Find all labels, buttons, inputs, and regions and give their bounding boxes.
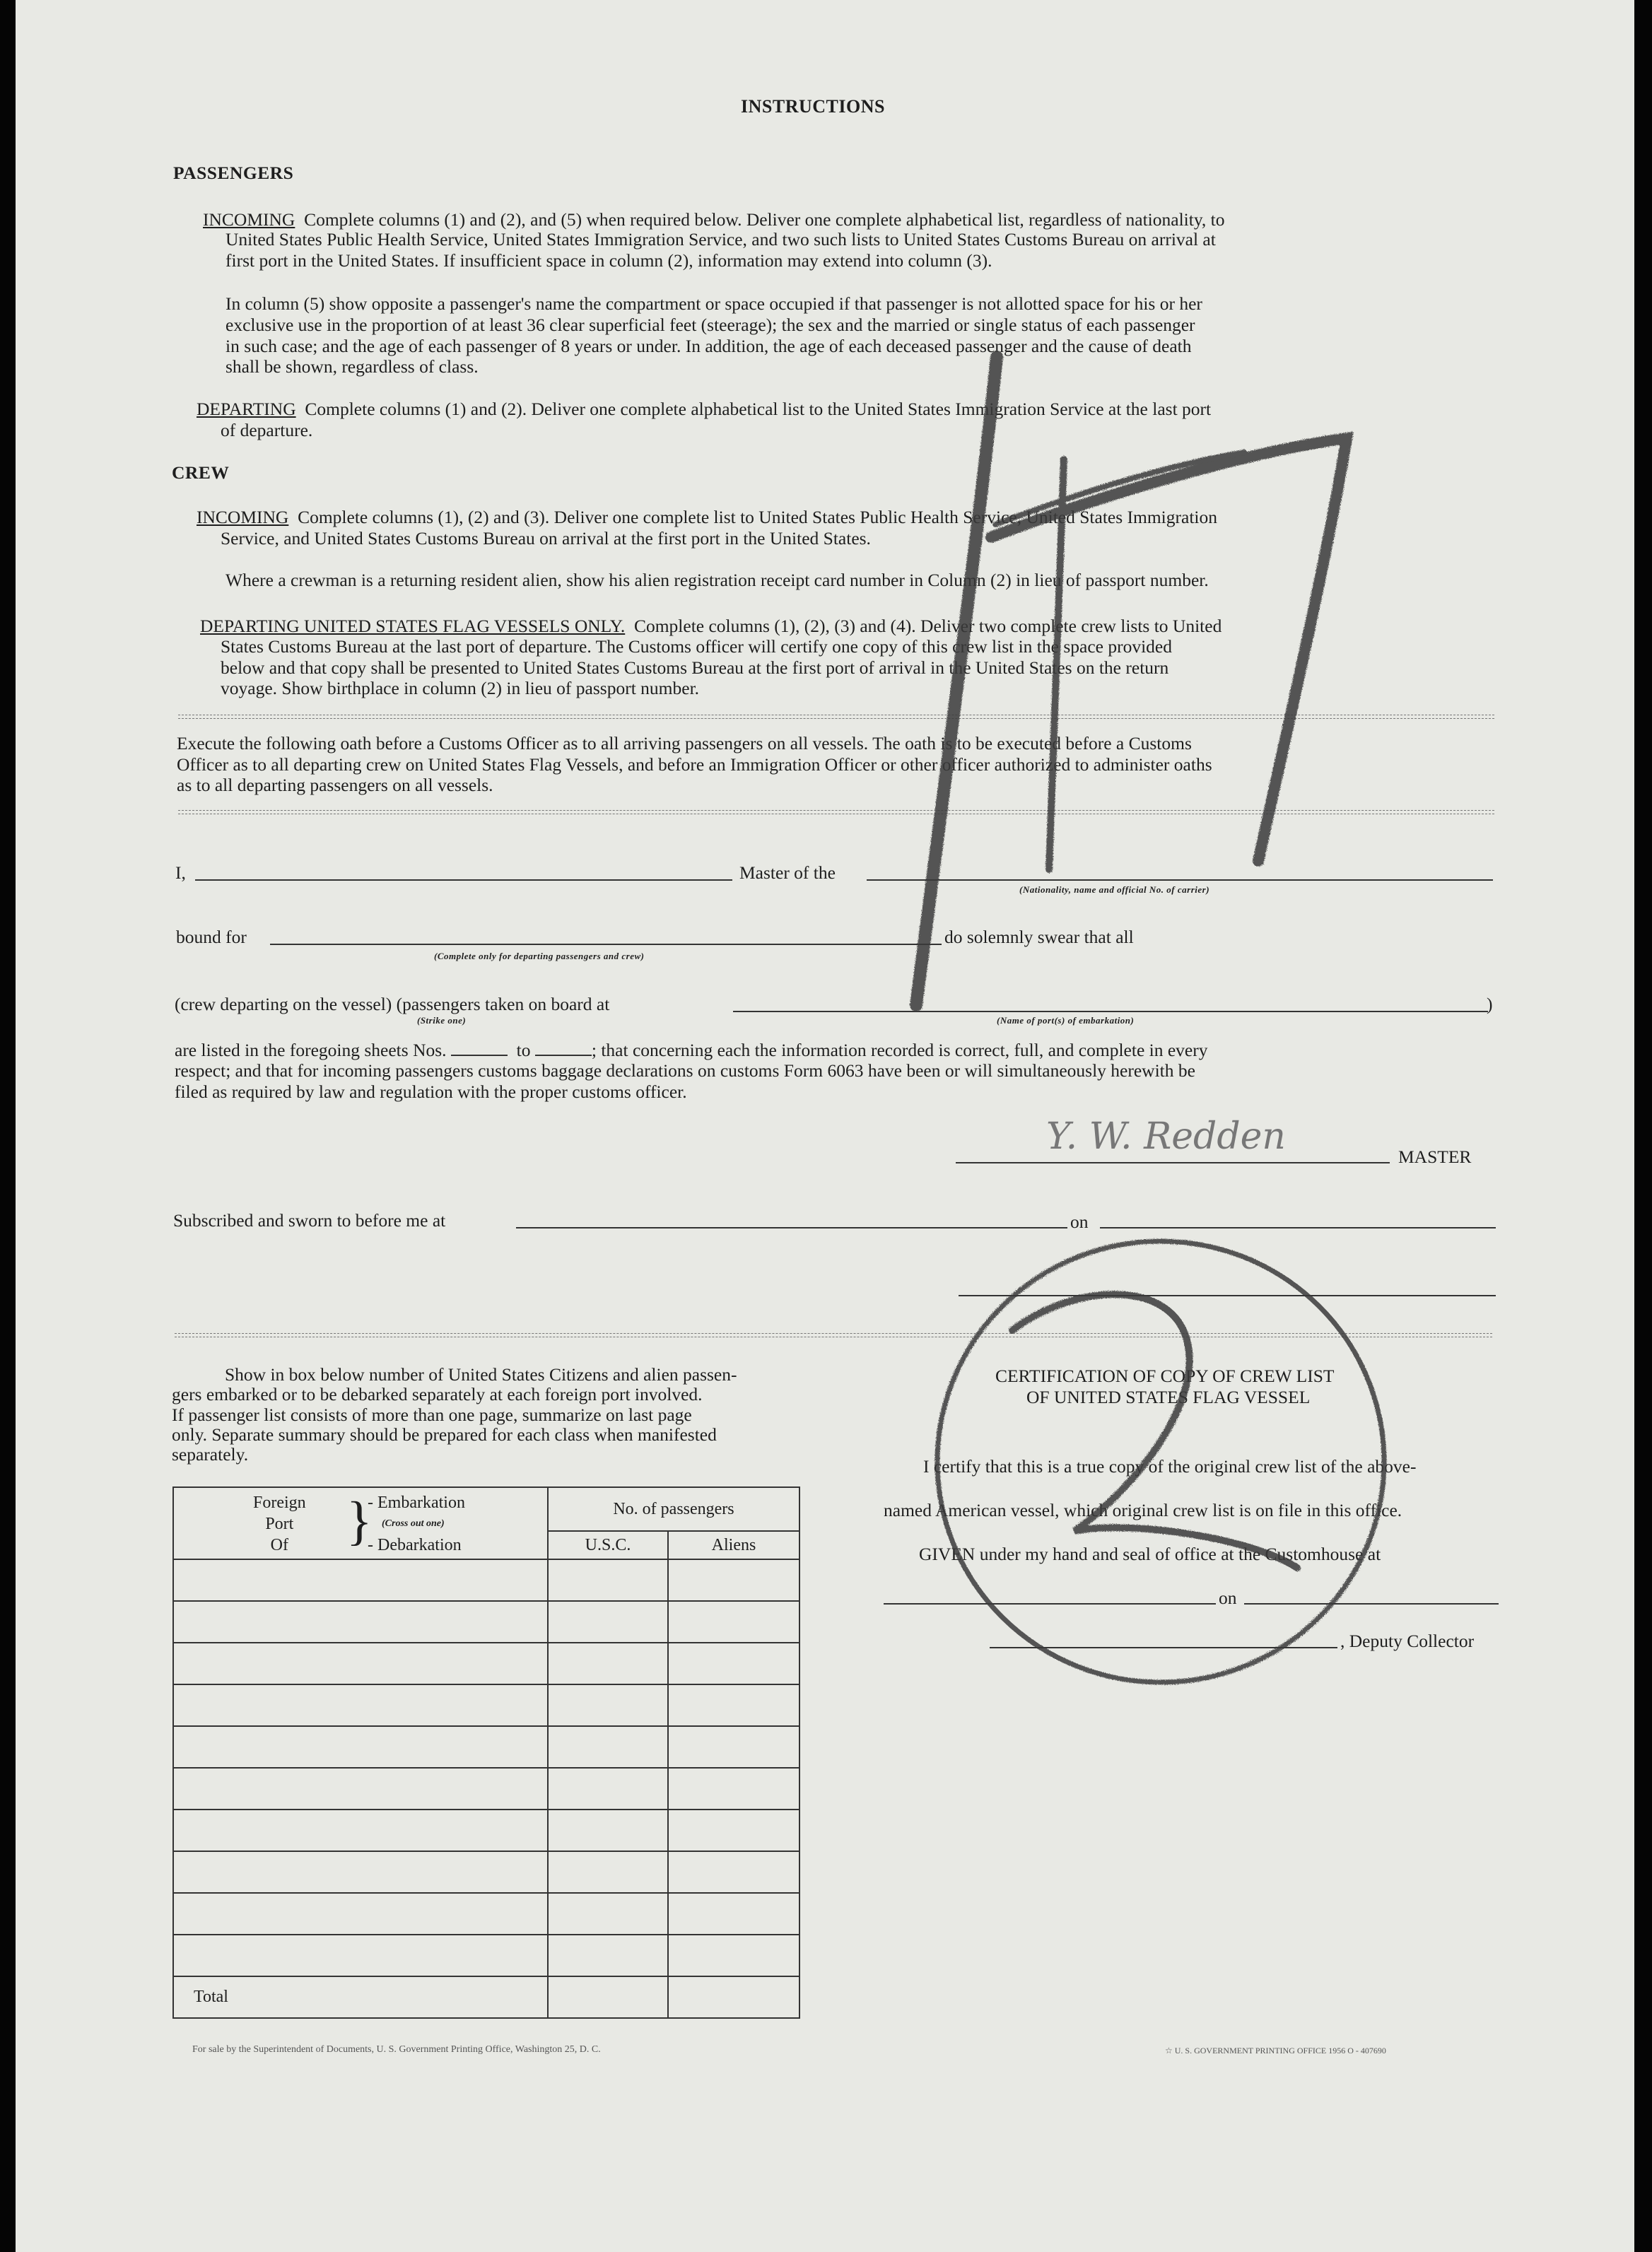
master-signature: Y. W. Redden	[1046, 1115, 1286, 1158]
passengers-incoming-line2: United States Public Health Service, United States Immigration Service, and two such lists to United States Customs Bureau on arrival at	[225, 229, 1216, 250]
certification-title-line2: OF UNITED STATES FLAG VESSEL	[1026, 1387, 1311, 1407]
crew-departing-label: DEPARTING UNITED STATES FLAG VESSELS ONLY.	[200, 616, 626, 636]
page-title: INSTRUCTIONS	[741, 96, 885, 117]
column5-line4: shall be shown, regardless of class.	[225, 356, 479, 377]
master-label: MASTER	[1398, 1146, 1472, 1167]
passengers-departing-label: DEPARTING	[197, 399, 296, 419]
certification-text-line2: named American vessel, which original crew list is on file in this office.	[884, 1500, 1402, 1520]
solemnly-swear-text: do solemnly swear that all	[944, 927, 1134, 947]
strike-one-hint: (Strike one)	[417, 1015, 467, 1026]
summary-instr-line5: separately.	[172, 1444, 249, 1465]
bound-for-label: bound for	[176, 927, 247, 947]
passengers-heading: PASSENGERS	[173, 163, 294, 183]
passengers-incoming-text: Complete columns (1) and (2), and (5) when required below. Deliver one complete alphabetical list, regardless of nationality, to	[304, 209, 1225, 230]
footer-right: ☆ U. S. GOVERNMENT PRINTING OFFICE 1956 O - 407690	[1165, 2046, 1386, 2055]
certification-text-line1: I certify that this is a true copy of the original crew list of the above-	[923, 1456, 1417, 1477]
column5-line2: exclusive use in the proportion of at least 36 clear superficial feet (steerage); the sex and the married or single status of each passenger	[225, 315, 1195, 335]
master-of-the-label: Master of the	[739, 862, 836, 883]
circled-number-text: 2	[1147, 1431, 1161, 1462]
certification-title-line1: CERTIFICATION OF COPY OF CREW LIST	[995, 1366, 1335, 1386]
of-label: Of	[270, 1536, 288, 1554]
crew-departing-line4: voyage. Show birthplace in column (2) in lieu of passport number.	[221, 678, 700, 698]
listed-line2: respect; and that for incoming passengers customs baggage declarations on customs Form 6063 have been or will simultaneously herewith be	[175, 1060, 1195, 1081]
embarkation-label: - Embarkation	[368, 1494, 465, 1512]
column5-line1: In column (5) show opposite a passenger's name the compartment or space occupied if that passenger is not allotted space for his or her	[225, 293, 1202, 314]
aliens-header: Aliens	[668, 1531, 799, 1559]
footer-left: For sale by the Superintendent of Documents, U. S. Government Printing Office, Washington 25, D. C.	[192, 2044, 601, 2055]
deputy-collector-label: , Deputy Collector	[1340, 1631, 1475, 1651]
crayon-two-stroke	[1012, 1294, 1297, 1568]
brace-icon: }	[346, 1491, 373, 1551]
passengers-departing-line2: of departure.	[221, 420, 313, 440]
listed-line3: filed as required by law and regulation with the proper customs officer.	[175, 1081, 687, 1102]
debarkation-label: - Debarkation	[368, 1536, 462, 1554]
oath-instr-line1: Execute the following oath before a Customs Officer as to all arriving passengers on all vessels. The oath is to be executed before a Customs	[177, 733, 1192, 753]
listed-to: to	[516, 1040, 531, 1060]
oath-i-label: I,	[175, 862, 186, 883]
sworn-on-label: on	[1070, 1212, 1089, 1232]
ports-hint: (Name of port(s) of embarkation)	[997, 1015, 1135, 1026]
listed-text-b: ; that concerning each the information recorded is correct, full, and complete in every	[591, 1040, 1208, 1060]
crayon-one-stroke	[916, 357, 997, 1005]
crew-incoming-line2: Service, and United States Customs Bureau on arrival at the first port in the United States.	[221, 528, 871, 549]
nationality-hint: (Nationality, name and official No. of carrier)	[1019, 884, 1210, 895]
oath-instr-line2: Officer as to all departing crew on United States Flag Vessels, and before an Immigration Officer or other officer authorized to administer oaths	[177, 754, 1212, 775]
close-paren: )	[1487, 994, 1493, 1014]
crew-returning-text: Where a crewman is a returning resident alien, show his alien registration receipt card number in Column (2) in lieu of passport number.	[225, 570, 1209, 590]
crew-incoming-label: INCOMING	[197, 507, 289, 527]
column5-line3: in such case; and the age of each passenger of 8 years or under. In addition, the age of each deceased passenger and the cause of death	[225, 336, 1192, 356]
crew-departing-text: Complete columns (1), (2), (3) and (4). Deliver two complete crew lists to United	[633, 616, 1222, 636]
cross-out-hint: (Cross out one)	[382, 1518, 445, 1529]
port-label: Port	[265, 1515, 294, 1533]
listed-text-a: are listed in the foregoing sheets Nos.	[175, 1040, 447, 1060]
passengers-incoming-line3: first port in the United States. If insufficient space in column (2), information may extend into column (3).	[225, 250, 992, 271]
summary-instr-line3: If passenger list consists of more than one page, summarize on last page	[172, 1404, 692, 1425]
crew-incoming-text: Complete columns (1), (2) and (3). Deliver one complete list to United States Public Health Service, United States Immigration	[298, 507, 1217, 527]
crayon-seven-stroke	[991, 438, 1347, 861]
certification-on-label: on	[1219, 1588, 1237, 1608]
passengers-incoming-label: INCOMING	[203, 209, 295, 230]
foreign-label: Foreign	[253, 1494, 306, 1512]
complete-only-hint: (Complete only for departing passengers and crew)	[434, 951, 645, 961]
certification-text-line3: GIVEN under my hand and seal of office at the Customhouse at	[919, 1544, 1381, 1564]
summary-instr-line4: only. Separate summary should be prepared for each class when manifested	[172, 1424, 717, 1445]
crew-heading: CREW	[172, 462, 230, 483]
summary-instr-line1: Show in box below number of United States Citizens and alien passen-	[225, 1364, 737, 1385]
total-label: Total	[173, 1976, 548, 2018]
crew-departing-text: (crew departing on the vessel) (passengers taken on board at	[175, 994, 610, 1014]
usc-header: U.S.C.	[548, 1531, 668, 1559]
crew-departing-line2: States Customs Bureau at the last port of departure. The Customs officer will certify one copy of this crew list in the space provided	[221, 636, 1172, 657]
subscribed-text: Subscribed and sworn to before me at	[173, 1210, 446, 1231]
oath-instr-line3: as to all departing passengers on all vessels.	[177, 775, 493, 795]
summary-instr-line2: gers embarked or to be debarked separately at each foreign port involved.	[172, 1384, 703, 1404]
passengers-departing-text: Complete columns (1) and (2). Deliver one complete alphabetical list to the United States Immigration Service at the last port	[305, 399, 1212, 419]
crew-departing-line3: below and that copy shall be presented to United States Customs Bureau at the first port of arrival in the United States on the return	[221, 657, 1169, 678]
no-of-passengers-header: No. of passengers	[548, 1487, 799, 1531]
crayon-number-text: 17	[1147, 696, 1175, 727]
